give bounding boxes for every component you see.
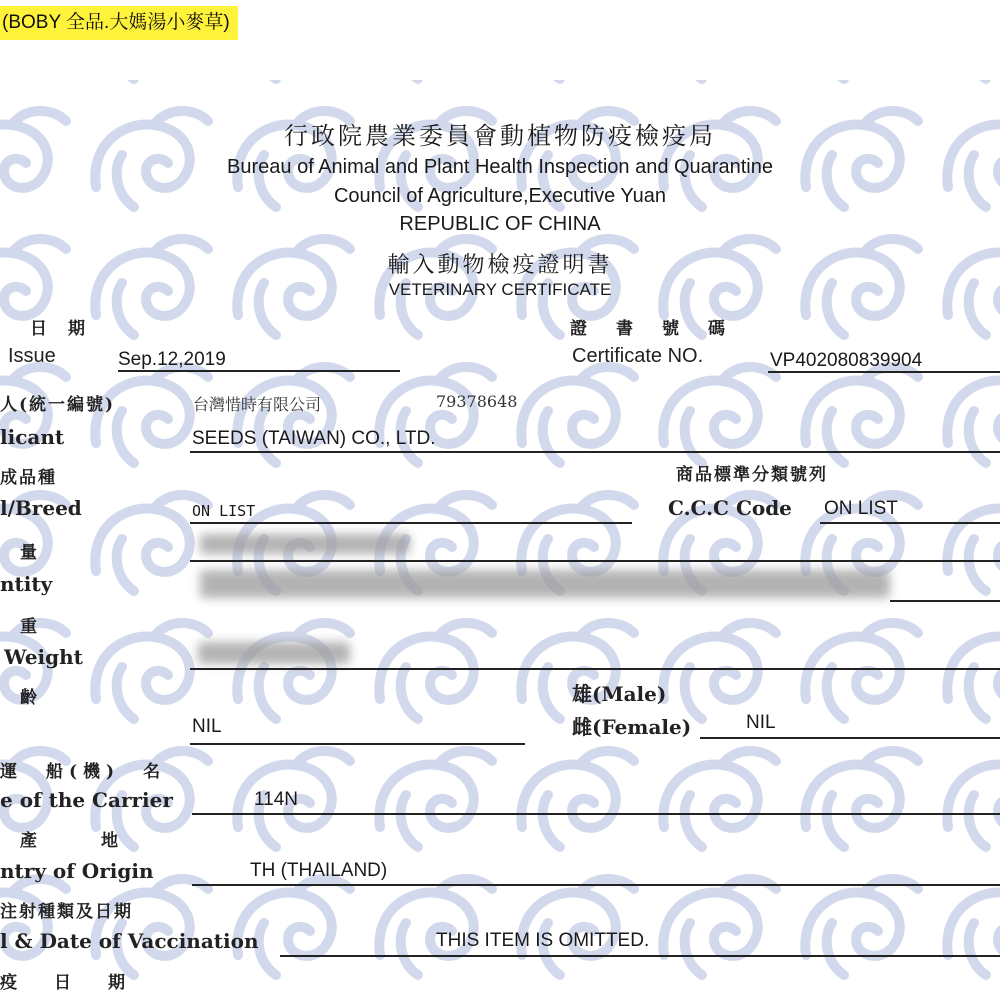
breed-value: ON LIST <box>192 502 256 520</box>
sex-male-label: 雄(Male) <box>572 682 667 706</box>
weight-underline <box>190 668 1000 670</box>
carrier-label-cjk: 運 船(機) 名 <box>0 762 167 782</box>
weight-label-en: Weight <box>4 645 83 669</box>
vaccination-label-cjk: 注射種類及日期 <box>0 902 133 922</box>
date-issue-value: Sep.12,2019 <box>118 349 226 370</box>
carrier-underline <box>192 813 1000 815</box>
sex-underline <box>700 737 1000 739</box>
country-name-en: REPUBLIC OF CHINA <box>399 213 601 235</box>
quantity-underline-2 <box>890 600 1000 602</box>
document-title-en: VETERINARY CERTIFICATE <box>388 280 612 299</box>
applicant-underline <box>190 451 1000 453</box>
applicant-label-cjk: 人(統一編號) <box>0 395 116 415</box>
weight-label-cjk: 重 <box>20 617 39 637</box>
certificate-no-underline <box>768 371 1000 373</box>
agency-name-cjk: 行政院農業委員會動植物防疫檢疫局 <box>284 122 716 150</box>
date-issue-label-en: Issue <box>8 345 56 367</box>
quantity-redacted-line-2 <box>200 570 890 598</box>
ccc-code-value: ON LIST <box>824 498 898 519</box>
age-value: NIL <box>192 716 222 737</box>
quantity-label-cjk: 量 <box>20 543 39 563</box>
ccc-code-underline <box>820 522 1000 524</box>
certificate-no-value: VP402080839904 <box>770 350 923 371</box>
quarantine-date-label-cjk: 疫 日 期 <box>0 973 135 993</box>
breed-label-cjk: 成品種 <box>0 468 57 488</box>
date-issue-underline <box>118 370 400 372</box>
carrier-label-en: e of the Carrier <box>0 788 173 812</box>
date-issue-label-cjk: 日 期 <box>30 319 87 339</box>
applicant-label-en: licant <box>0 425 65 449</box>
applicant-name-value: SEEDS (TAIWAN) CO., LTD. <box>192 428 436 449</box>
applicant-company-cjk: 台灣惜時有限公司 <box>193 395 322 414</box>
age-underline <box>190 743 525 745</box>
sex-value: NIL <box>746 712 776 733</box>
vaccination-label-en: l & Date of Vaccination <box>0 929 259 953</box>
document-title-cjk: 輸入動物檢疫證明書 <box>387 253 613 278</box>
agency-name-en: Bureau of Animal and Plant Health Inspection and Quarantine <box>227 156 773 178</box>
origin-value: TH (THAILAND) <box>250 860 388 881</box>
age-label-cjk: 齡 <box>20 688 39 708</box>
certificate-no-label-cjk: 證 書 號 碼 <box>570 319 731 339</box>
origin-underline <box>192 884 1000 886</box>
carrier-value: 114N <box>254 789 299 810</box>
certificate-no-label-en: Certificate NO. <box>572 345 704 367</box>
council-name-en: Council of Agriculture,Executive Yuan <box>333 185 667 207</box>
sex-female-label: 雌(Female) <box>572 715 692 739</box>
quantity-redacted-line-1 <box>200 534 410 554</box>
ccc-code-label-en: C.C.C Code <box>668 496 792 520</box>
vaccination-underline <box>280 955 1000 957</box>
breed-underline <box>190 522 632 524</box>
origin-label-en: ntry of Origin <box>0 859 154 883</box>
breed-label-en: l/Breed <box>0 496 82 520</box>
origin-label-cjk: 產 地 <box>20 831 128 851</box>
weight-redacted-value <box>198 642 350 664</box>
ccc-code-label-cjk: 商品標準分類號列 <box>676 465 828 485</box>
applicant-tax-id: 79378648 <box>436 392 518 411</box>
vaccination-value: THIS ITEM IS OMITTED. <box>436 930 650 951</box>
highlight-note: (BOBY 全品.大媽湯小麥草) <box>0 6 238 40</box>
quantity-underline-1 <box>190 560 1000 562</box>
quantity-label-en: ntity <box>0 572 53 596</box>
